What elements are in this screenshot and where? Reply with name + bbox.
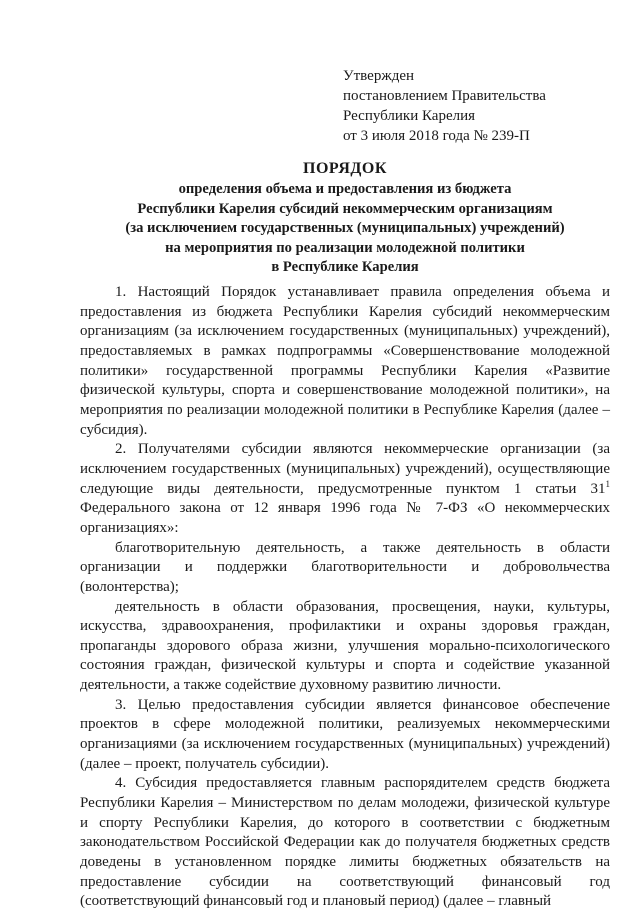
approval-line: от 3 июля 2018 года № 239-П (343, 128, 530, 144)
paragraph-1: 1. Настоящий Порядок устанавливает правила определения объема и предоставления из бюджета Республики Карелия субсидий некоммерческим организациям (за исключением государственных (муниципальных) учреждений), предоставляемых в рамках подпрограммы «Совершенствование молодежной политики» государственной программы Республики Карелия «Развитие физической культуры, спорта и совершенствование молодежной политики», на мероприятия по реализации молодежной политики в Республике Карелия (далее – субсидия). (80, 284, 610, 438)
document-subtitle-line: определения объема и предоставления из бюджета (178, 181, 512, 197)
document-subtitle-line: на мероприятия по реализации молодежной политики (165, 239, 525, 256)
document-title: ПОРЯДОК (303, 160, 387, 177)
paragraph-4: 4. Субсидия предоставляется главным распорядителем средств бюджета Республики Карелия – Министерством по делам молодежи, физической культуре и спорту Республики Карелия, до которого в соответствии с бюджетным законодательством Российской Федерации как до получателя бюджетных средств доведены в установленном порядке лимиты бюджетных обязательств на предоставление субсидии на соответствующий финансовый год (соответствующий финансовый год и плановый период) (далее – главный (80, 775, 610, 910)
document-subtitle-line: Республики Карелия субсидий некоммерческим организациям (137, 200, 553, 217)
paragraph-2-activity-charity: благотворительную деятельность, а также деятельность в области организации и поддержки благотворительности и добровольчества (волонтерства); (80, 539, 610, 595)
approval-line: Республики Карелия (343, 108, 476, 124)
superscript-index: 1 (605, 478, 610, 489)
approval-line: постановлением Правительства (343, 88, 546, 104)
paragraph-3: 3. Целью предоставления субсидии является финансовое обеспечение проектов в сфере молодежной политики, реализуемых некоммерческими организациями (за исключением государственных (муниципальных) учреждений) (далее – проект, получатель субсидии). (80, 696, 610, 772)
paragraph-2-text: 2. Получателями субсидии являются некоммерческие организации (за исключением государственных (муниципальных) учреждений), осуществляющие следующие виды деятельности, предусмотренные пунктом 1 статьи 31 (80, 441, 610, 497)
document-title-block (80, 158, 610, 278)
paragraph-2 (80, 440, 610, 538)
approval-stamp (343, 66, 546, 146)
paragraph-2-text-cont: Федерального закона от 12 января 1996 года № 7-ФЗ «О некоммерческих организациях»: (80, 500, 610, 536)
approval-line: Утвержден (343, 68, 415, 84)
document-subtitle-line: (за исключением государственных (муниципальных) учреждений) (125, 220, 565, 236)
document-subtitle-line: в Республике Карелия (271, 259, 419, 275)
document-body (80, 283, 610, 912)
paragraph-2-activity-education: деятельность в области образования, просвещения, науки, культуры, искусства, здравоохранения, профилактики и охраны здоровья граждан, пропаганды здорового образа жизни, улучшения морально-психологического состояния граждан, физической культуры и спорта и содействие указанной деятельности, а также содействие духовному развитию личности. (80, 598, 610, 694)
